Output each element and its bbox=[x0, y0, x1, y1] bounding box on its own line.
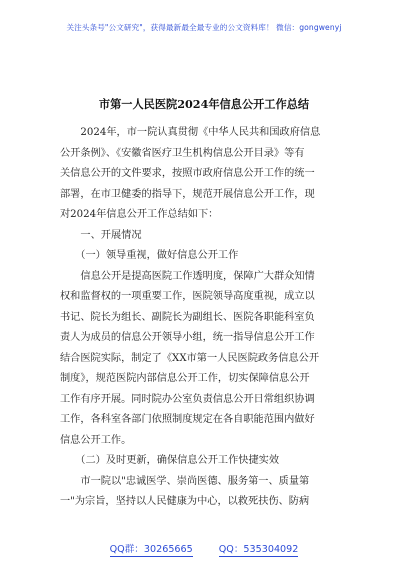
intro-line: 公开条例》、《安徽省医疗卫生机构信息公开目录》等有 bbox=[60, 147, 305, 159]
subsection-heading: （二）及时更新，确保信息公开工作快捷实效 bbox=[75, 455, 280, 466]
document-body bbox=[60, 123, 350, 513]
body-line: 责人为成员的信息公开领导小组，统一指导信息公开工作 bbox=[60, 332, 315, 343]
header-banner: 关注头条号"公文研究"，获得最新最全最专业的公文资料库！ 微信：gongwenyj bbox=[66, 23, 342, 32]
body-line: 信息公开工作。 bbox=[60, 434, 132, 446]
body-line: 书记、院长为组长、副院长为副组长、医院各职能科室负 bbox=[60, 311, 315, 323]
body-line: 权和监督权的一项重要工作，医院领导高度重视，成立以 bbox=[60, 291, 315, 302]
intro-line: 部署，在市卫健委的指导下，规范开展信息公开工作，现 bbox=[60, 188, 315, 200]
body-line: 市一院以"忠诚医学、崇尚医德、服务第一、质量第 bbox=[80, 475, 310, 487]
body-line: 工作，各科室各部门依照制度规定在各自职能范围内做好 bbox=[60, 414, 315, 425]
body-line: 一"为宗旨，坚持以人民健康为中心，以救死扶伤、防病 bbox=[60, 496, 310, 507]
body-line: 结合医院实际，制定了《XX市第一人民医院政务信息公开 bbox=[60, 352, 320, 364]
document-title: 市第一人民医院2024年信息公开工作总结 bbox=[98, 97, 310, 111]
footer-qq-group: QQ群：30265665 bbox=[110, 541, 193, 557]
section-heading: 一、开展情况 bbox=[80, 229, 142, 241]
intro-line: 关信息公开的文件要求，按照市政府信息公开工作的统一 bbox=[60, 168, 315, 179]
intro-line: 对2024年信息公开工作总结如下： bbox=[60, 209, 219, 220]
body-line: 信息公开是提高医院工作透明度，保障广大群众知情 bbox=[80, 270, 315, 282]
body-line: 制度》，规范医院内部信息公开工作，切实保障信息公开 bbox=[60, 373, 310, 384]
footer-contact-bar bbox=[0, 541, 408, 557]
body-line: 工作有序开展。同时院办公室负责信息公开日常组织协调 bbox=[60, 393, 315, 405]
footer-qq: QQ：535304092 bbox=[219, 541, 299, 557]
subsection-heading: （一）领导重视，做好信息公开工作 bbox=[75, 250, 239, 261]
intro-line: 2024年，市一院认真贯彻《中华人民共和国政府信息 bbox=[80, 127, 321, 138]
